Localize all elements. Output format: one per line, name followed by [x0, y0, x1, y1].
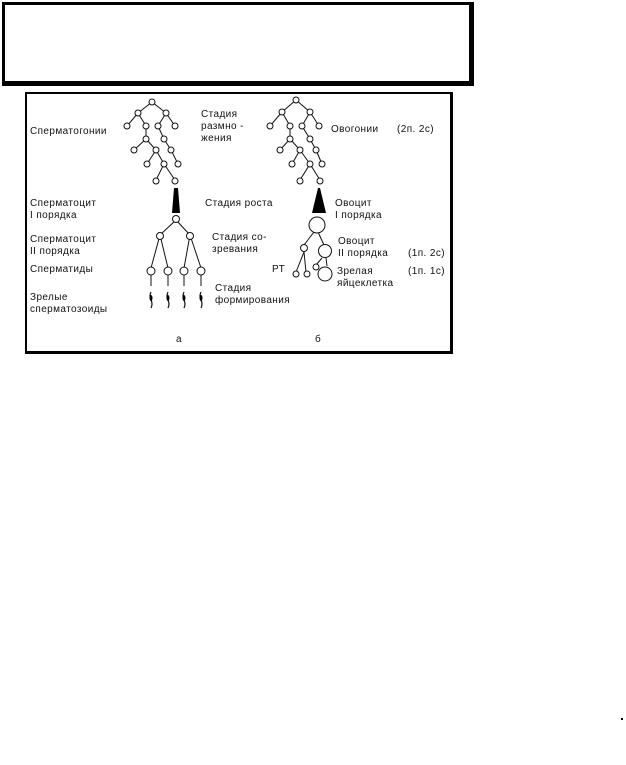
label-stage-formation-1: Стадия — [215, 283, 252, 294]
label-stage-reproduction-3: жения — [201, 133, 232, 144]
label-stage-formation-2: формирования — [215, 295, 291, 306]
label-spermatocyte-2-line1: Сперматоцит — [30, 234, 97, 245]
label-mature-sperm-line1: Зрелые — [30, 292, 68, 303]
label-stage-growth: Стадия роста — [205, 198, 273, 209]
label-polar-bodies: РТ — [272, 264, 286, 275]
label-oocyte-2-line1: Овоцит — [338, 236, 375, 247]
label-stage-reproduction-2: размно - — [201, 121, 244, 132]
label-oogonia: Овогонии — [331, 124, 379, 135]
label-stage-maturation-2: зревания — [212, 244, 259, 255]
label-oocyte-2-line2: II порядка — [338, 248, 389, 259]
label-stage-reproduction-1: Стадия — [201, 109, 238, 120]
label-oocyte-2-ploidy: (1п. 2с) — [408, 248, 445, 259]
label-spermatids: Сперматиды — [30, 264, 94, 275]
label-oogonia-ploidy: (2п. 2с) — [397, 124, 434, 135]
stray-mark — [621, 718, 623, 720]
label-oocyte-1-line2: I порядка — [335, 210, 382, 221]
label-mature-egg-line1: Зрелая — [337, 266, 374, 277]
label-stage-maturation-1: Стадия со- — [212, 232, 267, 243]
label-spermatocyte-1-line1: Сперматоцит — [30, 198, 97, 209]
label-spermatocyte-2-line2: II порядка — [30, 246, 81, 257]
label-mature-egg-line2: яйцеклетка — [337, 278, 394, 289]
label-panel-b: б — [315, 334, 322, 345]
label-panel-a: а — [176, 334, 182, 345]
label-oocyte-1-line1: Овоцит — [335, 198, 372, 209]
label-spermatogonia: Сперматогонии — [30, 126, 107, 137]
label-mature-sperm-line2: сперматозоиды — [30, 304, 108, 315]
label-mature-egg-ploidy: (1п. 1с) — [408, 266, 445, 277]
label-spermatocyte-1-line2: I порядка — [30, 210, 77, 221]
